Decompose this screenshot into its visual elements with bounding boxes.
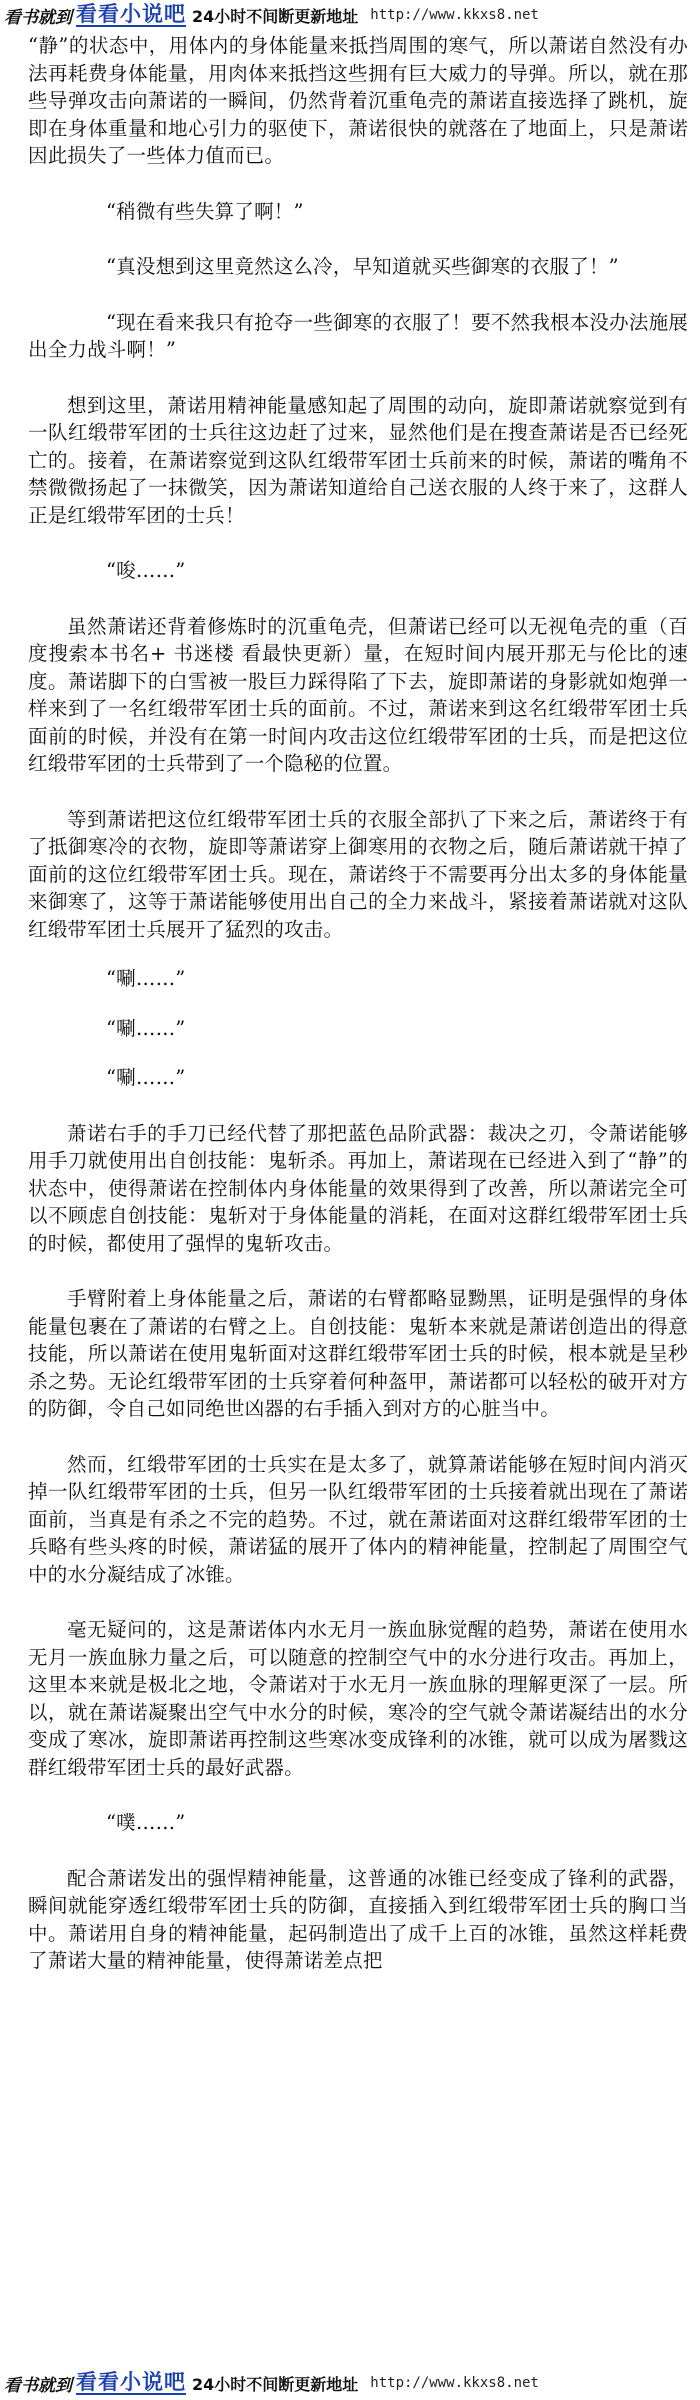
banner-url-link[interactable]: http://www.kkxs8.net <box>370 2375 539 2391</box>
paragraph: 配合萧诺发出的强悍精神能量，这普通的冰锥已经变成了锋利的武器，瞬间就能穿透红缎带军团士兵的防御，直接插入到红缎带军团士兵的胸口当中。萧诺用自身的精神能量，起码制造出了成千上百的冰锥，虽然这样耗费了萧诺大量的精神能量，使得萧诺差点把 <box>28 1866 688 1972</box>
paragraph: “唰……” <box>106 967 186 990</box>
banner-url-link[interactable]: http://www.kkxs8.net <box>370 7 539 23</box>
paragraph: 手臂附着上身体能量之后，萧诺的右臂都略显黝黑，证明是强悍的身体能量包裹在了萧诺的右臂之上。自创技能：鬼斩本来就是萧诺创造出的得意技能，所以萧诺在使用鬼斩面对这群红缎带军团士兵的时候，根本就是呈秒杀之势。无论红缎带军团的士兵穿着何种盔甲，萧诺都可以轻松的破开对方的防御，令自己如同绝世凶器的右手插入到对方的心脏当中。 <box>28 1287 688 1420</box>
paragraph: 等到萧诺把这位红缎带军团士兵的衣服全部扒了下来之后，萧诺终于有了抵御寒冷的衣物，旋即等萧诺穿上御寒用的衣物之后，随后萧诺就干掉了面前的这位红缎带军团士兵。现在，萧诺终于不需要再分出太多的身体能量来御寒了，这等于萧诺能够使用出自己的全力来战斗，紧接着萧诺就对这队红缎带军团士兵展开了猛烈的攻击。 <box>28 807 688 941</box>
paragraph: 想到这里，萧诺用精神能量感知起了周围的动向，旋即萧诺就察觉到有一队红缎带军团的士兵往这边赶了过来，显然他们是在搜查萧诺是否已经死亡的。接着，在萧诺察觉到这队红缎带军团士兵前来的时候，萧诺的嘴角不禁微微扬起了一抹微笑，因为萧诺知道给自己送衣服的人终于来了，这群人正是红缎带军团的士兵！ <box>28 393 688 527</box>
banner-site-name[interactable]: 看看小说吧 <box>76 2370 186 2394</box>
banner-site-name[interactable]: 看看小说吧 <box>76 2 186 26</box>
paragraph: “真没想到这里竟然这么冷，早知道就买些御寒的衣服了！” <box>106 255 619 278</box>
paragraph: 虽然萧诺还背着修炼时的沉重龟壳，但萧诺已经可以无视龟壳的重（百度搜索本书名+ 书迷楼 看最快更新）量，在短时间内展开那无与伦比的速度。萧诺脚下的白雪被一股巨力踩得陷了下去，旋即萧诺的身影就如炮弹一样来到了一名红缎带军团士兵的面前。不过，萧诺来到这名红缎带军团士兵面前的时候，并没有在第一时间内攻击这位红缎带军团的士兵，而是把这位红缎带军团的士兵带到了一个隐秘的位置。 <box>28 614 688 775</box>
paragraph: “现在看来我只有抢夺一些御寒的衣服了！要不然我根本没办法施展出全力战斗啊！” <box>28 310 688 361</box>
banner-prefix: 看书就到 <box>4 2375 72 2396</box>
paragraph: 萧诺右手的手刀已经代替了那把蓝色品阶武器：裁决之刃，令萧诺能够用手刀就使用出自创技能：鬼斩杀。再加上，萧诺现在已经进入到了“静”的状态中，使得萧诺在控制体内身体能量的效果得到了改善，所以萧诺完全可以不顾虑自创技能：鬼斩对于身体能量的消耗，在面对这群红缎带军团士兵的时候，都使用了强悍的鬼斩攻击。 <box>28 1121 688 1255</box>
banner-prefix: 看书就到 <box>4 7 72 28</box>
paragraph: 然而，红缎带军团的士兵实在是太多了，就算萧诺能够在短时间内消灭掉一队红缎带军团的士兵，但另一队红缎带军团的士兵接着就出现在了萧诺面前，当真是有杀之不完的趋势。不过，就在萧诺面对这群红缎带军团的士兵略有些头疼的时候，萧诺猛的展开了体内的精神能量，控制起了周围空气中的水分凝结成了冰锥。 <box>28 1452 688 1586</box>
paragraph: “唰……” <box>106 1066 186 1089</box>
paragraph: “唰……” <box>106 1016 186 1040</box>
paragraph: “唆……” <box>106 559 186 582</box>
footer-banner <box>0 2368 700 2398</box>
chapter-text <box>28 32 688 2362</box>
banner-slogan: 24小时不间断更新地址 <box>192 2374 359 2394</box>
paragraph: 毫无疑问的，这是萧诺体内水无月一族血脉觉醒的趋势，萧诺在使用水无月一族血脉力量之后，可以随意的控制空气中的水分进行攻击。再加上，这里本来就是极北之地，令萧诺对于水无月一族血脉的理解更深了一层。所以，就在萧诺凝聚出空气中水分的时候，寒冷的空气就令萧诺凝结出的水分变成了寒冰，旋即萧诺再控制这些寒冰变成锋利的冰锥，就可以成为屠戮这群红缎带军团士兵的最好武器。 <box>28 1618 688 1779</box>
paragraph: “噗……” <box>106 1811 186 1834</box>
paragraph: “静”的状态中，用体内的身体能量来抵挡周围的寒气，所以萧诺自然没有办法再耗费身体能量，用肉体来抵挡这些拥有巨大威力的导弹。所以，就在那些导弹攻击向萧诺的一瞬间，仍然背着沉重龟壳的萧诺直接选择了跳机，旋即在身体重量和地心引力的驱使下，萧诺很快的就落在了地面上，只是萧诺因此损失了一些体力值而已。 <box>28 34 688 167</box>
banner-slogan: 24小时不间断更新地址 <box>192 6 359 26</box>
paragraph: “稍微有些失算了啊！” <box>106 199 304 223</box>
header-banner <box>0 0 700 30</box>
